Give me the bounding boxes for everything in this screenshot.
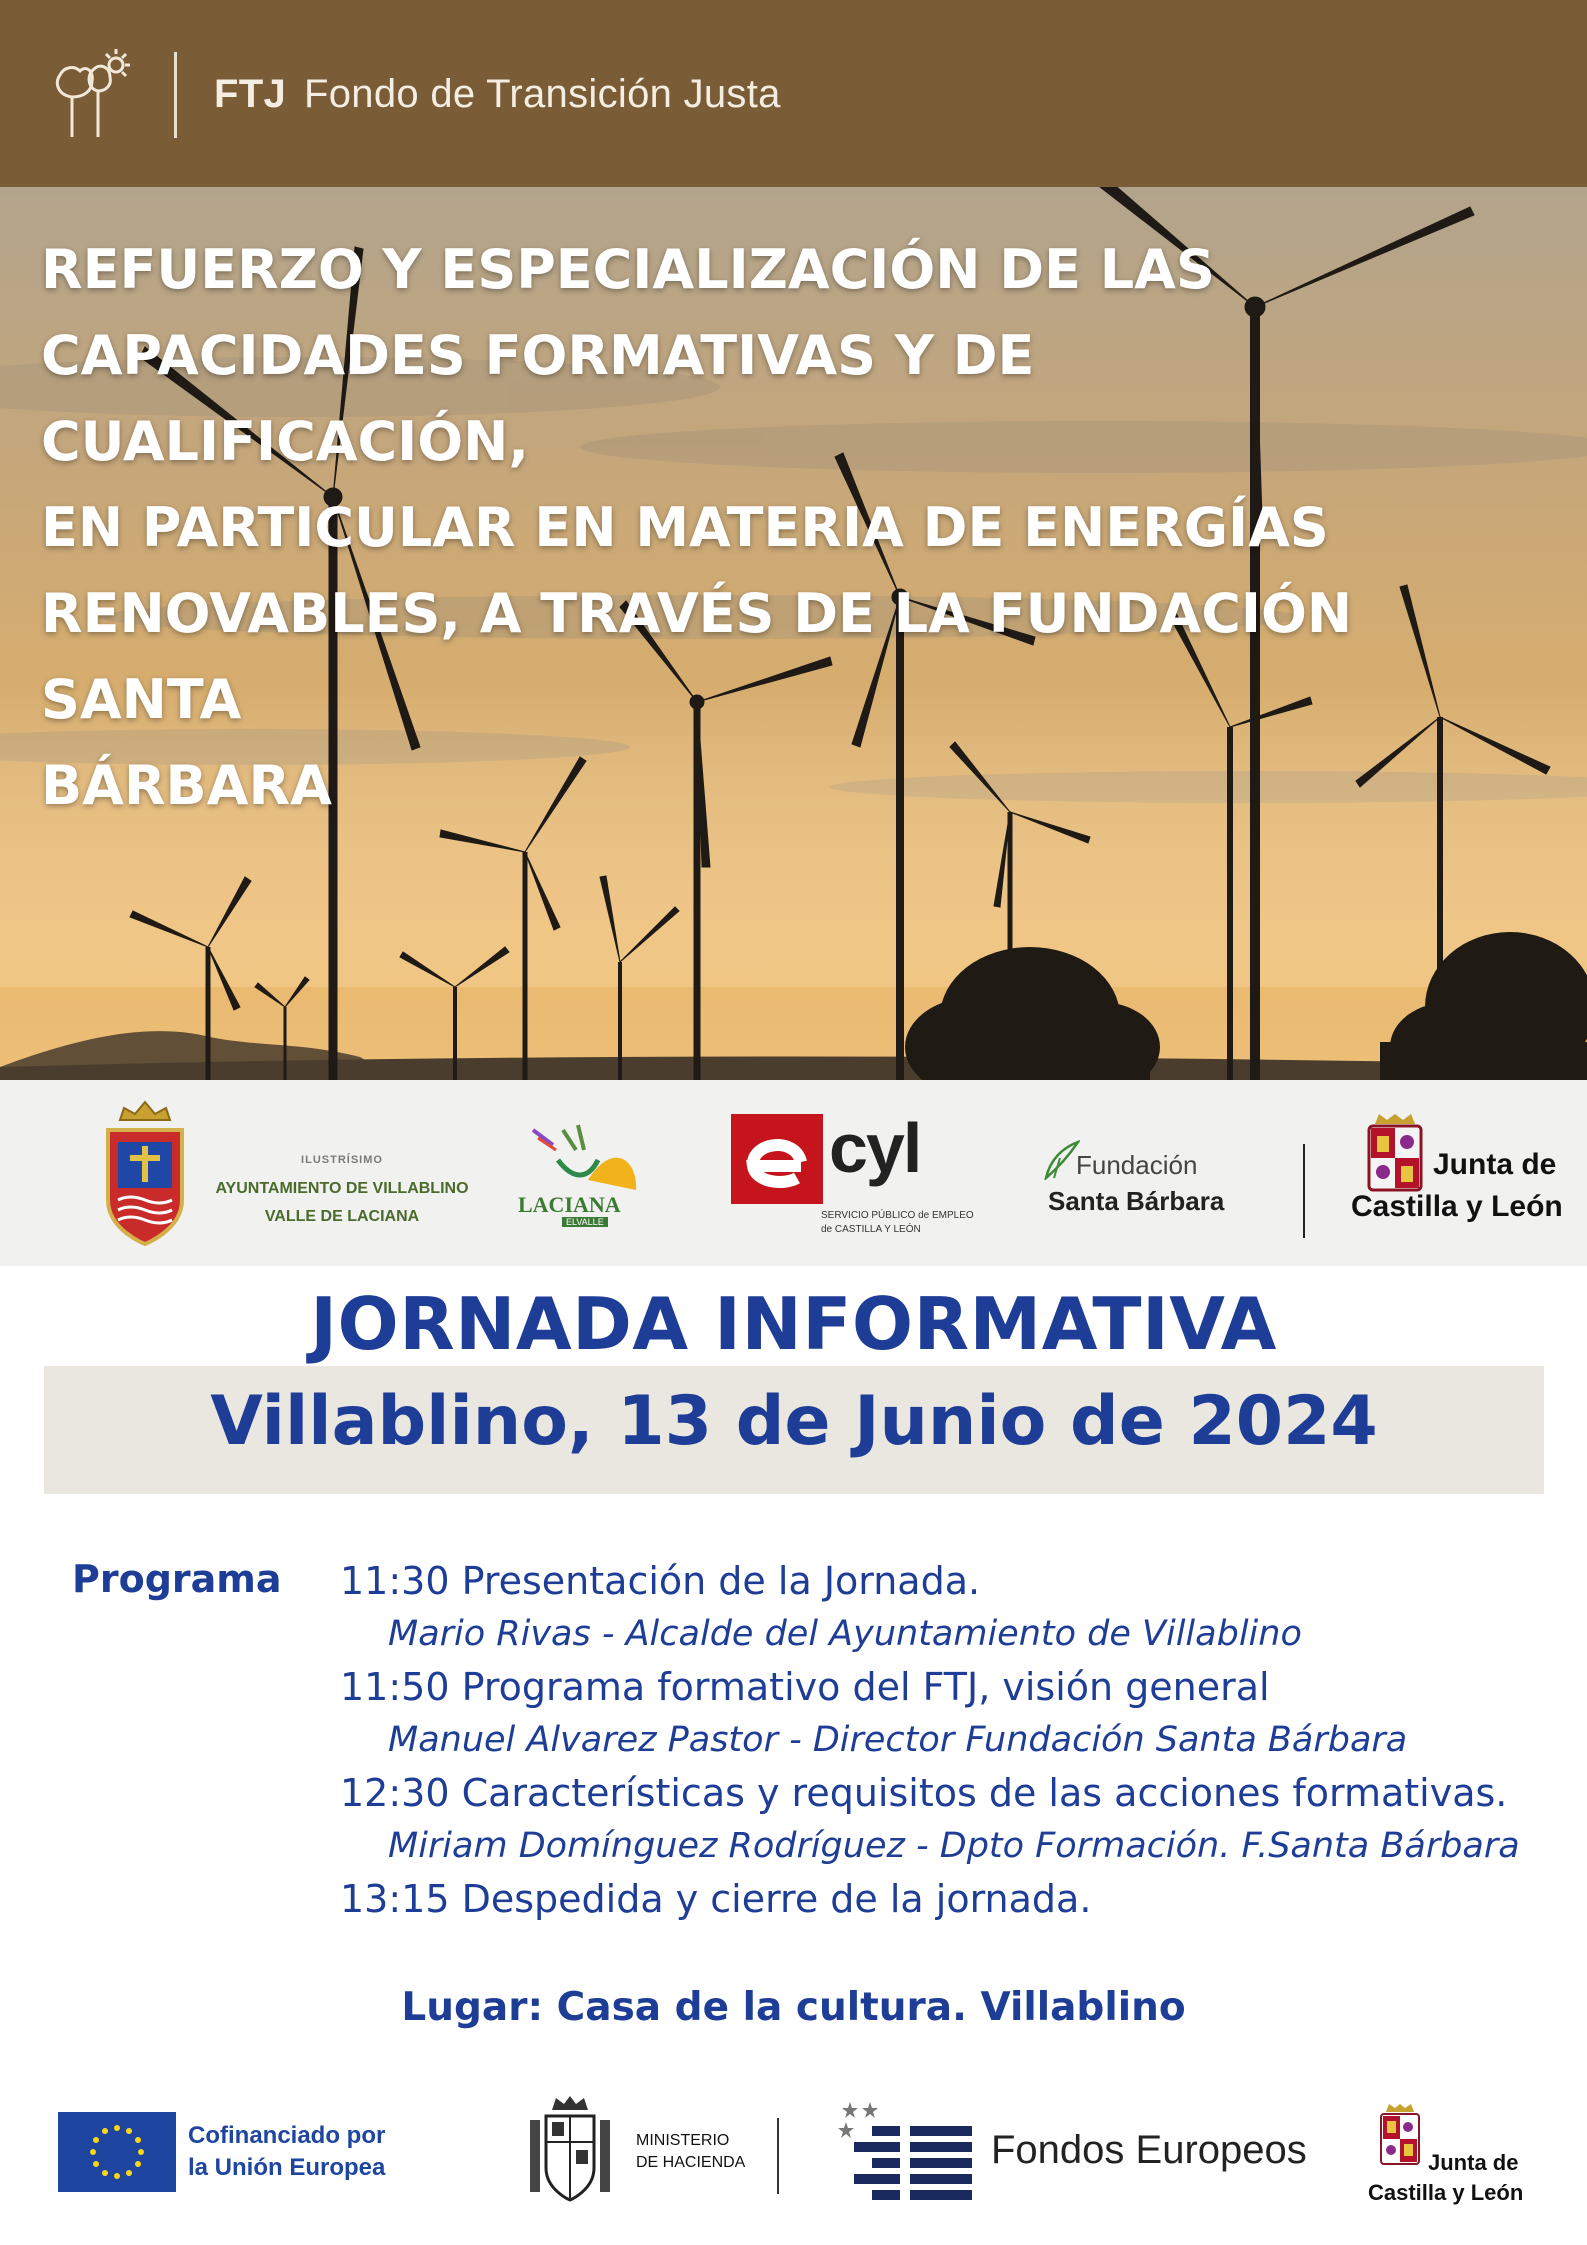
ayuntamiento-line1: AYUNTAMIENTO DE VILLABLINO [215, 1180, 469, 1197]
hero-title-line: BÁRBARA [41, 754, 332, 817]
castilla-leon-shield-icon [1365, 1114, 1425, 1196]
footer-jcyl-line1: Junta de [1428, 2150, 1519, 2175]
footer-divider [777, 2118, 779, 2194]
fsb-line1: Fundación [1076, 1150, 1198, 1180]
ministerio-line2: DE HACIENDA [636, 2154, 746, 2171]
laciana-word: LACIANA [518, 1192, 621, 1217]
brand-title [214, 72, 781, 117]
footer-jcyl-line2: Castilla y León [1368, 2180, 1524, 2205]
castilla-leon-small-shield-icon [1378, 2104, 1422, 2168]
jcyl-line2: Castilla y León [1351, 1190, 1563, 1223]
program-item: 12:30 Características y requisitos de las acciones formativas. [340, 1771, 1508, 1815]
event-date: Villablino, 13 de Junio de 2024 [210, 1382, 1378, 1461]
program-list [340, 1555, 1570, 1926]
brand-abbr: FTJ [214, 72, 287, 116]
brand-name: Fondo de Transición Justa [304, 72, 781, 116]
partner-logos [0, 1080, 1587, 1266]
logo-divider [1303, 1144, 1305, 1238]
hero-title-line: EN PARTICULAR EN MATERIA DE ENERGÍAS [41, 496, 1329, 559]
program-speaker: Miriam Domínguez Rodríguez - Dpto Formación. F.Santa Bárbara [388, 1826, 1520, 1866]
laciana-tag: ELVALLE [562, 1217, 608, 1227]
hero-title-line: CAPACIDADES FORMATIVAS Y DE CUALIFICACIÓN, [41, 324, 1035, 473]
fondos-europeos-text: Fondos Europeos [991, 2128, 1307, 2172]
trees-sun-icon [50, 45, 140, 145]
fundacion-santa-barbara-logo [1040, 1140, 1270, 1230]
villablino-coat-of-arms-icon [100, 1100, 190, 1248]
ministerio-text [636, 2130, 745, 2174]
ministerio-line1: MINISTERIO [636, 2132, 730, 2149]
fondos-europeos-icon [838, 2100, 973, 2200]
ecyl-sub1: SERVICIO PÚBLICO de EMPLEO [821, 1210, 974, 1221]
brand-header [0, 0, 1587, 187]
eu-flag-icon [58, 2112, 176, 2192]
fsb-leaf-icon [1040, 1140, 1080, 1180]
program-item: 13:15 Despedida y cierre de la jornada. [340, 1877, 1092, 1921]
jcyl-line1: Junta de [1433, 1148, 1557, 1181]
ayuntamiento-small: ILUSTRÍSIMO [301, 1154, 383, 1166]
brand-divider [174, 52, 177, 138]
program-speaker: Mario Rivas - Alcalde del Ayuntamiento de Villablino [388, 1614, 1302, 1654]
program-speaker: Manuel Alvarez Pastor - Director Fundación Santa Bárbara [388, 1720, 1408, 1760]
hero-image [0, 187, 1587, 1080]
program-item: 11:50 Programa formativo del FTJ, visión general [340, 1665, 1270, 1709]
fsb-line2: Santa Bárbara [1048, 1186, 1225, 1216]
hero-title-line: RENOVABLES, A TRAVÉS DE LA FUNDACIÓN SANTA [41, 582, 1353, 731]
venue: Lugar: Casa de la cultura. Villablino [401, 1985, 1186, 2030]
ayuntamiento-line2: VALLE DE LACIANA [264, 1208, 420, 1225]
ayuntamiento-logo-text [192, 1154, 492, 1226]
laciana-logo [518, 1120, 642, 1230]
hero-title-line: REFUERZO Y ESPECIALIZACIÓN DE LAS [41, 238, 1215, 301]
eu-line1: Cofinanciado por [188, 2122, 386, 2149]
eu-line2: la Unión Europea [188, 2154, 386, 2181]
ecyl-logo [731, 1109, 974, 1244]
spain-coat-of-arms-icon [522, 2094, 618, 2206]
program-item: 11:30 Presentación de la Jornada. [340, 1559, 981, 1603]
ecyl-sub2: de CASTILLA Y LEÓN [821, 1224, 921, 1235]
ecyl-e-icon [731, 1114, 823, 1204]
event-heading: JORNADA INFORMATIVA [310, 1282, 1277, 1366]
ecyl-word: cyl [829, 1109, 921, 1187]
program-label: Programa [72, 1557, 282, 1601]
hero-title [41, 227, 1521, 829]
eu-cofinanced-text [188, 2120, 385, 2184]
